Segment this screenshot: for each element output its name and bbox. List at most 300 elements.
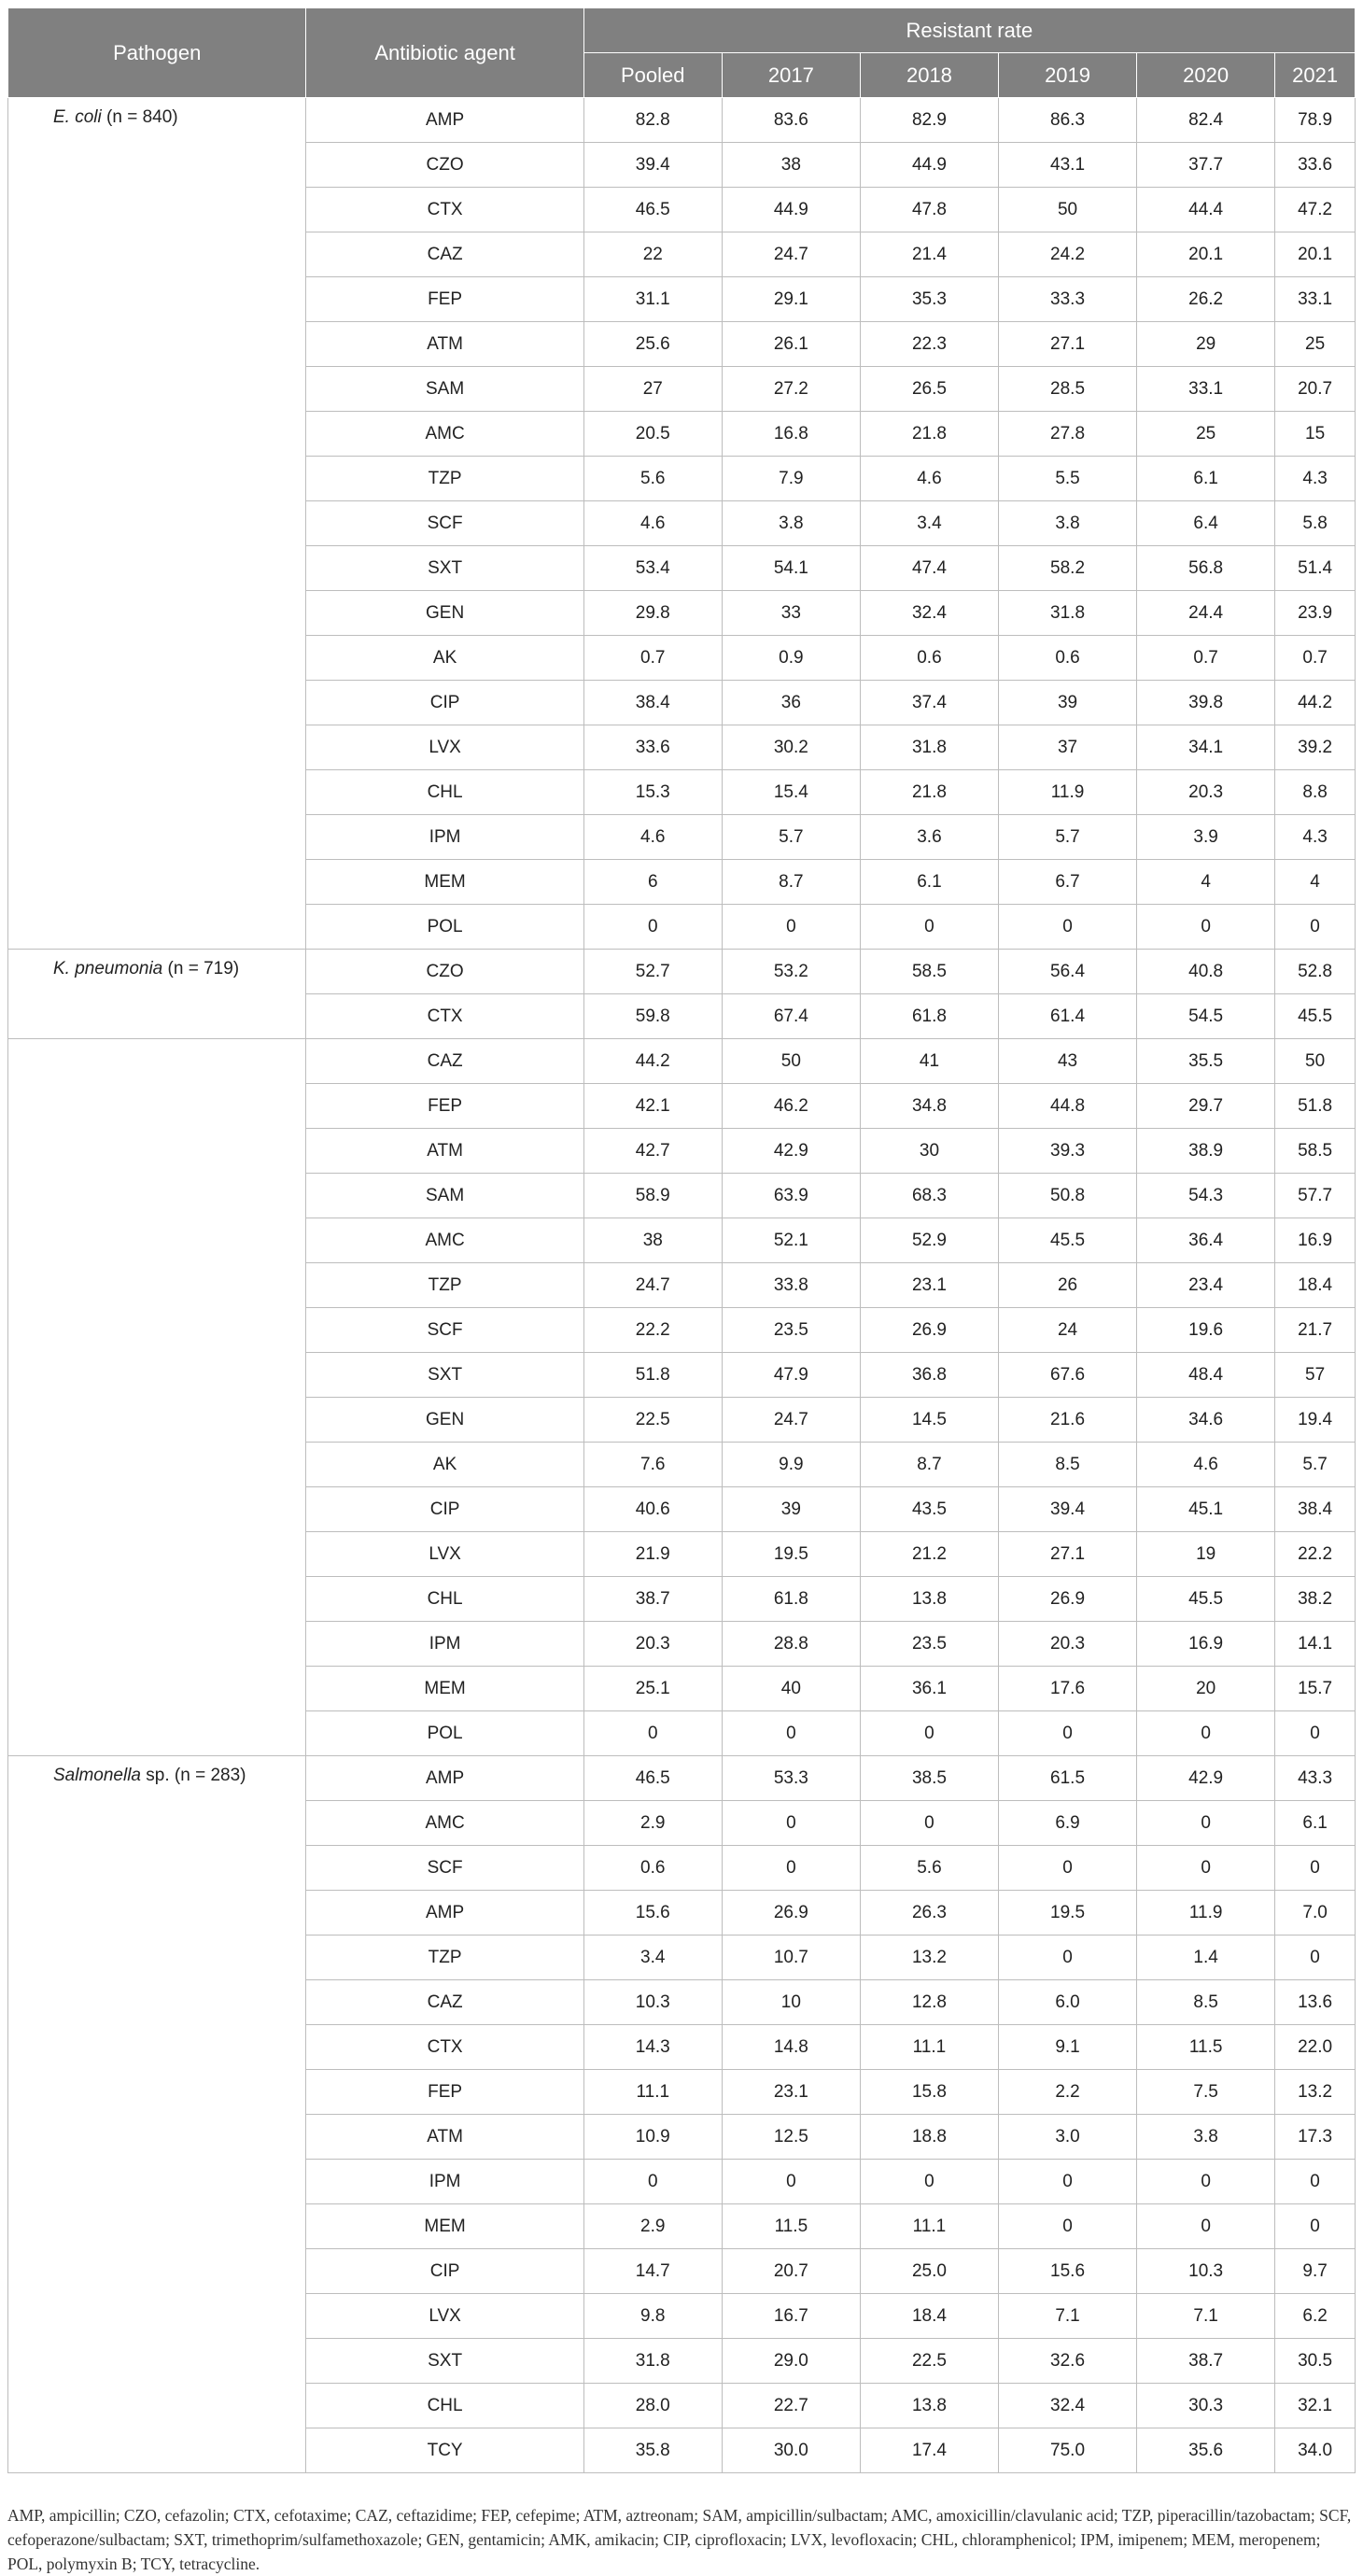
antibiotic-agent-cell: SCF: [306, 1846, 583, 1891]
rate-value-cell: 0: [1137, 1711, 1275, 1756]
rate-value-cell: 3.4: [583, 1936, 722, 1980]
rate-value-cell: 0: [1275, 1711, 1356, 1756]
rate-value-cell: 30.2: [722, 725, 860, 770]
rate-value-cell: 31.1: [583, 277, 722, 322]
rate-value-cell: 21.9: [583, 1532, 722, 1577]
rate-value-cell: 43.3: [1275, 1756, 1356, 1801]
rate-value-cell: 19: [1137, 1532, 1275, 1577]
rate-value-cell: 40: [722, 1667, 860, 1711]
rate-value-cell: 37.4: [860, 681, 998, 725]
rate-value-cell: 58.2: [999, 546, 1137, 591]
table-row: [8, 98, 1356, 143]
rate-value-cell: 82.4: [1137, 98, 1275, 143]
rate-value-cell: 7.6: [583, 1443, 722, 1487]
rate-value-cell: 34.1: [1137, 725, 1275, 770]
rate-value-cell: 3.8: [1137, 2115, 1275, 2160]
pathogen-count: (n = 840): [101, 107, 178, 127]
rate-value-cell: 2.9: [583, 2204, 722, 2249]
rate-value-cell: 26.9: [860, 1308, 998, 1353]
antibiotic-agent-cell: AMC: [306, 412, 583, 457]
antibiotic-agent-cell: SCF: [306, 1308, 583, 1353]
antibiotic-agent-cell: IPM: [306, 815, 583, 860]
rate-value-cell: 3.9: [1137, 815, 1275, 860]
rate-value-cell: 0: [722, 1846, 860, 1891]
rate-value-cell: 32.1: [1275, 2384, 1356, 2428]
rate-value-cell: 52.1: [722, 1218, 860, 1263]
rate-value-cell: 36.4: [1137, 1218, 1275, 1263]
rate-value-cell: 38.9: [1137, 1129, 1275, 1174]
rate-value-cell: 4.6: [860, 457, 998, 501]
rate-value-cell: 12.8: [860, 1980, 998, 2025]
rate-value-cell: 27.2: [722, 367, 860, 412]
rate-value-cell: 6.1: [1275, 1801, 1356, 1846]
rate-value-cell: 31.8: [583, 2339, 722, 2384]
rate-value-cell: 39.2: [1275, 725, 1356, 770]
rate-value-cell: 23.5: [860, 1622, 998, 1667]
rate-value-cell: 18.8: [860, 2115, 998, 2160]
antibiotic-agent-cell: MEM: [306, 2204, 583, 2249]
rate-value-cell: 10.3: [583, 1980, 722, 2025]
rate-value-cell: 0.6: [860, 636, 998, 681]
rate-value-cell: 0: [999, 1711, 1137, 1756]
rate-value-cell: 22.3: [860, 322, 998, 367]
antibiotic-agent-cell: CAZ: [306, 232, 583, 277]
rate-value-cell: 6.1: [860, 860, 998, 905]
rate-value-cell: 36.1: [860, 1667, 998, 1711]
rate-value-cell: 53.2: [722, 950, 860, 994]
rate-value-cell: 18.4: [860, 2294, 998, 2339]
antibiotic-agent-cell: IPM: [306, 2160, 583, 2204]
rate-value-cell: 20.5: [583, 412, 722, 457]
rate-value-cell: 42.7: [583, 1129, 722, 1174]
rate-value-cell: 13.6: [1275, 1980, 1356, 2025]
rate-value-cell: 3.4: [860, 501, 998, 546]
rate-value-cell: 38.4: [1275, 1487, 1356, 1532]
rate-value-cell: 24.7: [722, 232, 860, 277]
rate-value-cell: 6.9: [999, 1801, 1137, 1846]
rate-value-cell: 0: [722, 1801, 860, 1846]
antibiotic-agent-cell: CAZ: [306, 1039, 583, 1084]
table-row: [8, 1756, 1356, 1801]
rate-value-cell: 28.8: [722, 1622, 860, 1667]
rate-value-cell: 61.8: [860, 994, 998, 1039]
rate-value-cell: 22.2: [583, 1308, 722, 1353]
rate-value-cell: 27.1: [999, 322, 1137, 367]
rate-value-cell: 6.2: [1275, 2294, 1356, 2339]
rate-value-cell: 24.4: [1137, 591, 1275, 636]
rate-value-cell: 50: [1275, 1039, 1356, 1084]
rate-value-cell: 38.2: [1275, 1577, 1356, 1622]
rate-value-cell: 51.4: [1275, 546, 1356, 591]
rate-value-cell: 0.7: [1137, 636, 1275, 681]
antibiotic-agent-cell: CAZ: [306, 1980, 583, 2025]
rate-value-cell: 44.9: [722, 188, 860, 232]
rate-value-cell: 38.7: [583, 1577, 722, 1622]
rate-value-cell: 35.5: [1137, 1039, 1275, 1084]
antibiotic-agent-cell: MEM: [306, 1667, 583, 1711]
rate-value-cell: 4.6: [583, 501, 722, 546]
rate-value-cell: 0: [999, 2204, 1137, 2249]
antibiotic-agent-cell: LVX: [306, 2294, 583, 2339]
rate-value-cell: 25: [1275, 322, 1356, 367]
rate-value-cell: 31.8: [999, 591, 1137, 636]
rate-value-cell: 19.4: [1275, 1398, 1356, 1443]
rate-value-cell: 21.8: [860, 412, 998, 457]
rate-value-cell: 6.4: [1137, 501, 1275, 546]
antibiotic-agent-cell: CTX: [306, 2025, 583, 2070]
rate-value-cell: 13.2: [860, 1936, 998, 1980]
rate-value-cell: 29.8: [583, 591, 722, 636]
pathogen-cell: [8, 950, 306, 1039]
rate-value-cell: 42.1: [583, 1084, 722, 1129]
rate-value-cell: 0: [860, 1801, 998, 1846]
rate-value-cell: 75.0: [999, 2428, 1137, 2473]
rate-value-cell: 12.5: [722, 2115, 860, 2160]
rate-value-cell: 4: [1137, 860, 1275, 905]
rate-value-cell: 13.2: [1275, 2070, 1356, 2115]
rate-value-cell: 5.5: [999, 457, 1137, 501]
rate-value-cell: 57.7: [1275, 1174, 1356, 1218]
rate-value-cell: 78.9: [1275, 98, 1356, 143]
rate-value-cell: 8.5: [1137, 1980, 1275, 2025]
rate-value-cell: 5.7: [1275, 1443, 1356, 1487]
rate-value-cell: 19.6: [1137, 1308, 1275, 1353]
rate-value-cell: 32.4: [999, 2384, 1137, 2428]
rate-value-cell: 14.8: [722, 2025, 860, 2070]
rate-value-cell: 40.8: [1137, 950, 1275, 994]
rate-value-cell: 25: [1137, 412, 1275, 457]
rate-value-cell: 22.5: [583, 1398, 722, 1443]
rate-value-cell: 0: [1275, 2204, 1356, 2249]
rate-value-cell: 0: [999, 905, 1137, 950]
rate-value-cell: 9.1: [999, 2025, 1137, 2070]
rate-value-cell: 27.1: [999, 1532, 1137, 1577]
antibiotic-agent-cell: POL: [306, 905, 583, 950]
rate-value-cell: 20.7: [722, 2249, 860, 2294]
rate-value-cell: 22.7: [722, 2384, 860, 2428]
rate-value-cell: 46.2: [722, 1084, 860, 1129]
rate-value-cell: 16.8: [722, 412, 860, 457]
rate-value-cell: 15: [1275, 412, 1356, 457]
rate-value-cell: 28.5: [999, 367, 1137, 412]
rate-value-cell: 10.9: [583, 2115, 722, 2160]
rate-value-cell: 0.9: [722, 636, 860, 681]
rate-value-cell: 11.1: [860, 2204, 998, 2249]
antibiotic-agent-cell: CTX: [306, 994, 583, 1039]
rate-value-cell: 50: [999, 188, 1137, 232]
antibiotic-agent-cell: ATM: [306, 2115, 583, 2160]
table-row: [8, 950, 1356, 994]
antibiotic-agent-cell: FEP: [306, 277, 583, 322]
rate-value-cell: 26.5: [860, 367, 998, 412]
antibiotic-agent-cell: AMP: [306, 98, 583, 143]
rate-value-cell: 50.8: [999, 1174, 1137, 1218]
antibiotic-agent-cell: AK: [306, 1443, 583, 1487]
rate-value-cell: 54.3: [1137, 1174, 1275, 1218]
antibiotic-agent-cell: FEP: [306, 2070, 583, 2115]
pathogen-cell: [8, 1039, 306, 1756]
rate-value-cell: 67.6: [999, 1353, 1137, 1398]
rate-value-cell: 43.5: [860, 1487, 998, 1532]
rate-value-cell: 35.8: [583, 2428, 722, 2473]
rate-value-cell: 9.7: [1275, 2249, 1356, 2294]
rate-value-cell: 0: [860, 1711, 998, 1756]
antibiotic-agent-cell: CHL: [306, 770, 583, 815]
rate-value-cell: 42.9: [1137, 1756, 1275, 1801]
rate-value-cell: 15.7: [1275, 1667, 1356, 1711]
table-body: [8, 98, 1356, 2473]
rate-value-cell: 4.3: [1275, 815, 1356, 860]
rate-value-cell: 0: [1137, 905, 1275, 950]
rate-value-cell: 34.6: [1137, 1398, 1275, 1443]
rate-value-cell: 24.7: [722, 1398, 860, 1443]
rate-value-cell: 20: [1137, 1667, 1275, 1711]
rate-value-cell: 25.0: [860, 2249, 998, 2294]
rate-value-cell: 0.7: [1275, 636, 1356, 681]
pathogen-name: K. pneumonia: [53, 959, 163, 978]
antibiotic-agent-cell: MEM: [306, 860, 583, 905]
rate-value-cell: 39.4: [583, 143, 722, 188]
rate-value-cell: 45.5: [999, 1218, 1137, 1263]
rate-value-cell: 54.1: [722, 546, 860, 591]
rate-value-cell: 38.7: [1137, 2339, 1275, 2384]
rate-value-cell: 14.5: [860, 1398, 998, 1443]
rate-value-cell: 47.9: [722, 1353, 860, 1398]
rate-value-cell: 0: [583, 2160, 722, 2204]
rate-value-cell: 86.3: [999, 98, 1137, 143]
rate-value-cell: 5.6: [860, 1846, 998, 1891]
rate-value-cell: 68.3: [860, 1174, 998, 1218]
rate-value-cell: 7.0: [1275, 1891, 1356, 1936]
rate-value-cell: 10.3: [1137, 2249, 1275, 2294]
rate-value-cell: 36.8: [860, 1353, 998, 1398]
rate-value-cell: 39.8: [1137, 681, 1275, 725]
antibiotic-agent-cell: CHL: [306, 2384, 583, 2428]
antibiotic-agent-cell: CIP: [306, 681, 583, 725]
rate-value-cell: 43.1: [999, 143, 1137, 188]
rate-value-cell: 35.3: [860, 277, 998, 322]
rate-value-cell: 15.6: [583, 1891, 722, 1936]
rate-value-cell: 0: [583, 905, 722, 950]
rate-value-cell: 36: [722, 681, 860, 725]
rate-value-cell: 13.8: [860, 2384, 998, 2428]
rate-value-cell: 6: [583, 860, 722, 905]
rate-value-cell: 21.2: [860, 1532, 998, 1577]
rate-value-cell: 3.8: [722, 501, 860, 546]
table-header: [8, 8, 1356, 98]
rate-value-cell: 37: [999, 725, 1137, 770]
rate-value-cell: 16.9: [1137, 1622, 1275, 1667]
rate-value-cell: 11.9: [999, 770, 1137, 815]
pathogen-cell: [8, 98, 306, 950]
rate-value-cell: 32.6: [999, 2339, 1137, 2384]
rate-value-cell: 14.7: [583, 2249, 722, 2294]
rate-value-cell: 34.0: [1275, 2428, 1356, 2473]
antibiotic-agent-cell: CZO: [306, 950, 583, 994]
rate-value-cell: 45.1: [1137, 1487, 1275, 1532]
antibiotic-agent-cell: SXT: [306, 2339, 583, 2384]
antibiotic-agent-cell: SAM: [306, 367, 583, 412]
rate-value-cell: 42.9: [722, 1129, 860, 1174]
antibiotic-agent-cell: LVX: [306, 1532, 583, 1577]
antibiotic-agent-cell: TZP: [306, 1936, 583, 1980]
pathogen-cell: [8, 1756, 306, 2473]
rate-value-cell: 0: [1275, 2160, 1356, 2204]
antibiotic-agent-cell: TCY: [306, 2428, 583, 2473]
rate-value-cell: 21.8: [860, 770, 998, 815]
rate-value-cell: 23.1: [860, 1263, 998, 1308]
rate-value-cell: 32.4: [860, 591, 998, 636]
rate-value-cell: 23.9: [1275, 591, 1356, 636]
rate-value-cell: 51.8: [1275, 1084, 1356, 1129]
rate-value-cell: 33.6: [1275, 143, 1356, 188]
rate-value-cell: 58.9: [583, 1174, 722, 1218]
rate-value-cell: 4.6: [583, 815, 722, 860]
rate-value-cell: 39: [722, 1487, 860, 1532]
rate-value-cell: 44.4: [1137, 188, 1275, 232]
rate-value-cell: 0: [1275, 1936, 1356, 1980]
rate-value-cell: 13.8: [860, 1577, 998, 1622]
rate-value-cell: 47.2: [1275, 188, 1356, 232]
rate-value-cell: 44.2: [583, 1039, 722, 1084]
rate-value-cell: 45.5: [1137, 1577, 1275, 1622]
rate-value-cell: 15.3: [583, 770, 722, 815]
rate-value-cell: 53.4: [583, 546, 722, 591]
rate-value-cell: 6.1: [1137, 457, 1275, 501]
header-col-2018: 2018: [860, 53, 998, 98]
rate-value-cell: 8.7: [860, 1443, 998, 1487]
rate-value-cell: 11.9: [1137, 1891, 1275, 1936]
rate-value-cell: 46.5: [583, 188, 722, 232]
rate-value-cell: 10.7: [722, 1936, 860, 1980]
rate-value-cell: 38.5: [860, 1756, 998, 1801]
rate-value-cell: 26: [999, 1263, 1137, 1308]
antibiotic-agent-cell: FEP: [306, 1084, 583, 1129]
rate-value-cell: 52.8: [1275, 950, 1356, 994]
rate-value-cell: 82.9: [860, 98, 998, 143]
rate-value-cell: 30.3: [1137, 2384, 1275, 2428]
rate-value-cell: 19.5: [999, 1891, 1137, 1936]
rate-value-cell: 41: [860, 1039, 998, 1084]
antibiotic-agent-cell: AK: [306, 636, 583, 681]
header-col-2019: 2019: [999, 53, 1137, 98]
rate-value-cell: 59.8: [583, 994, 722, 1039]
rate-value-cell: 29.0: [722, 2339, 860, 2384]
antibiotic-agent-cell: CTX: [306, 188, 583, 232]
rate-value-cell: 58.5: [860, 950, 998, 994]
rate-value-cell: 3.8: [999, 501, 1137, 546]
rate-value-cell: 7.1: [999, 2294, 1137, 2339]
rate-value-cell: 26.9: [722, 1891, 860, 1936]
rate-value-cell: 9.8: [583, 2294, 722, 2339]
rate-value-cell: 0.7: [583, 636, 722, 681]
rate-value-cell: 4.3: [1275, 457, 1356, 501]
rate-value-cell: 29: [1137, 322, 1275, 367]
table-footnote: AMP, ampicillin; CZO, cefazolin; CTX, cefotaxime; CAZ, ceftazidime; FEP, cefepime; ATM, aztreonam; SAM, ampicillin/sulbactam; AMC, amoxicillin/clavulanic acid; TZP, piperacillin/tazobactam; SCF, cefoperazone/sulbactam; SXT, trimethoprim/sulfamethoxazole; GEN, gentamicin; AMK, amikacin; CIP, ciprofloxacin; LVX, levofloxacin; CHL, chloramphenicol; IPM, imipenem; MEM, meropenem; POL, polymyxin B; TCY, tetracycline.: [7, 2506, 1352, 2573]
rate-value-cell: 2.9: [583, 1801, 722, 1846]
antibiotic-agent-cell: GEN: [306, 1398, 583, 1443]
rate-value-cell: 67.4: [722, 994, 860, 1039]
rate-value-cell: 15.6: [999, 2249, 1137, 2294]
rate-value-cell: 56.8: [1137, 546, 1275, 591]
rate-value-cell: 45.5: [1275, 994, 1356, 1039]
rate-value-cell: 20.3: [999, 1622, 1137, 1667]
rate-value-cell: 33.3: [999, 277, 1137, 322]
rate-value-cell: 0: [1137, 2204, 1275, 2249]
rate-value-cell: 0: [1275, 905, 1356, 950]
rate-value-cell: 25.6: [583, 322, 722, 367]
rate-value-cell: 17.3: [1275, 2115, 1356, 2160]
rate-value-cell: 0: [1137, 2160, 1275, 2204]
rate-value-cell: 40.6: [583, 1487, 722, 1532]
rate-value-cell: 48.4: [1137, 1353, 1275, 1398]
rate-value-cell: 44.2: [1275, 681, 1356, 725]
rate-value-cell: 0: [860, 2160, 998, 2204]
rate-value-cell: 18.4: [1275, 1263, 1356, 1308]
header-pathogen: Pathogen: [8, 8, 306, 98]
antibiotic-agent-cell: LVX: [306, 725, 583, 770]
rate-value-cell: 83.6: [722, 98, 860, 143]
rate-value-cell: 33.1: [1275, 277, 1356, 322]
rate-value-cell: 53.3: [722, 1756, 860, 1801]
rate-value-cell: 43: [999, 1039, 1137, 1084]
rate-value-cell: 30.5: [1275, 2339, 1356, 2384]
antibiotic-agent-cell: AMC: [306, 1218, 583, 1263]
rate-value-cell: 1.4: [1137, 1936, 1275, 1980]
table-row: [8, 1039, 1356, 1084]
rate-value-cell: 44.8: [999, 1084, 1137, 1129]
rate-value-cell: 30: [860, 1129, 998, 1174]
rate-value-cell: 11.5: [722, 2204, 860, 2249]
rate-value-cell: 33.8: [722, 1263, 860, 1308]
rate-value-cell: 22: [583, 232, 722, 277]
rate-value-cell: 29.7: [1137, 1084, 1275, 1129]
antibiotic-agent-cell: IPM: [306, 1622, 583, 1667]
rate-value-cell: 0: [999, 1936, 1137, 1980]
rate-value-cell: 0.6: [583, 1846, 722, 1891]
header-col-2020: 2020: [1137, 53, 1275, 98]
rate-value-cell: 24: [999, 1308, 1137, 1353]
rate-value-cell: 61.5: [999, 1756, 1137, 1801]
rate-value-cell: 15.8: [860, 2070, 998, 2115]
resistance-table-container: [7, 7, 1356, 2473]
antibiotic-agent-cell: TZP: [306, 1263, 583, 1308]
rate-value-cell: 17.6: [999, 1667, 1137, 1711]
rate-value-cell: 3.0: [999, 2115, 1137, 2160]
rate-value-cell: 23.1: [722, 2070, 860, 2115]
rate-value-cell: 7.5: [1137, 2070, 1275, 2115]
pathogen-name: E. coli: [53, 107, 102, 127]
header-col-pooled: Pooled: [583, 53, 722, 98]
rate-value-cell: 2.2: [999, 2070, 1137, 2115]
rate-value-cell: 34.8: [860, 1084, 998, 1129]
rate-value-cell: 4: [1275, 860, 1356, 905]
rate-value-cell: 61.8: [722, 1577, 860, 1622]
header-antibiotic-agent: Antibiotic agent: [306, 8, 583, 98]
rate-value-cell: 50: [722, 1039, 860, 1084]
rate-value-cell: 10: [722, 1980, 860, 2025]
rate-value-cell: 39: [999, 681, 1137, 725]
rate-value-cell: 25.1: [583, 1667, 722, 1711]
rate-value-cell: 33.1: [1137, 367, 1275, 412]
rate-value-cell: 28.0: [583, 2384, 722, 2428]
rate-value-cell: 23.4: [1137, 1263, 1275, 1308]
rate-value-cell: 23.5: [722, 1308, 860, 1353]
rate-value-cell: 31.8: [860, 725, 998, 770]
rate-value-cell: 16.9: [1275, 1218, 1356, 1263]
antibiotic-agent-cell: SCF: [306, 501, 583, 546]
rate-value-cell: 0: [1137, 1801, 1275, 1846]
